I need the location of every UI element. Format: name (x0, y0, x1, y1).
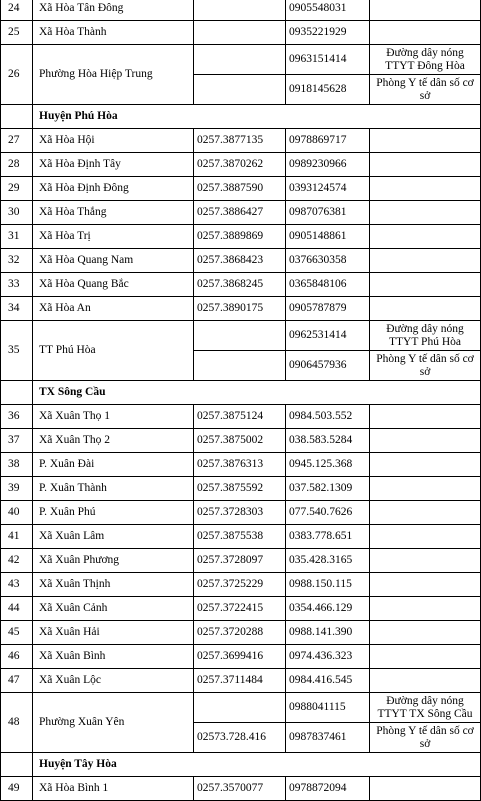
note-cell (370, 249, 481, 273)
unit-name: Xã Hòa Định Đông (33, 177, 194, 201)
section-empty-cell (1, 105, 33, 129)
mobile-phone: 077.540.7626 (286, 501, 370, 525)
table-row (1, 573, 481, 597)
mobile-phone: 038.583.5284 (286, 429, 370, 453)
table-row (1, 549, 481, 573)
table-row (1, 153, 481, 177)
note-cell (370, 549, 481, 573)
section-empty-cell (1, 381, 33, 405)
mobile-phone: 0354.466.129 (286, 597, 370, 621)
mobile-phone: 0978869717 (286, 129, 370, 153)
row-number: 28 (1, 153, 33, 177)
table-row (1, 45, 481, 75)
mobile-phone: 0988.141.390 (286, 621, 370, 645)
section-title: Huyện Phú Hòa (33, 105, 481, 129)
row-number: 24 (1, 0, 33, 21)
row-number: 25 (1, 21, 33, 45)
mobile-phone: 0987837461 (286, 723, 370, 753)
landline-phone: 02573.728.416 (194, 723, 286, 753)
unit-name: P. Xuân Phú (33, 501, 194, 525)
mobile-phone: 0376630358 (286, 249, 370, 273)
row-number: 39 (1, 477, 33, 501)
unit-name: Xã Hòa Định Tây (33, 153, 194, 177)
mobile-phone: 0988.150.115 (286, 573, 370, 597)
row-number: 32 (1, 249, 33, 273)
unit-name: Xã Xuân Phương (33, 549, 194, 573)
landline-phone: 0257.3875124 (194, 405, 286, 429)
mobile-phone: 0383.778.651 (286, 525, 370, 549)
landline-phone: 0257.3720288 (194, 621, 286, 645)
landline-phone: 0257.3868423 (194, 249, 286, 273)
table-row (1, 621, 481, 645)
row-number: 40 (1, 501, 33, 525)
table-row (1, 477, 481, 501)
unit-name: Xã Hòa Thành (33, 21, 194, 45)
landline-phone: 0257.3886427 (194, 201, 286, 225)
table-row (1, 453, 481, 477)
mobile-phone: 0365848106 (286, 273, 370, 297)
unit-name: P. Xuân Đài (33, 453, 194, 477)
row-number: 38 (1, 453, 33, 477)
unit-name: Xã Hòa Bình 1 (33, 777, 194, 801)
section-title: TX Sông Cầu (33, 381, 481, 405)
table-row (1, 21, 481, 45)
note-cell (370, 573, 481, 597)
row-number: 31 (1, 225, 33, 249)
landline-phone (194, 21, 286, 45)
table-row (1, 693, 481, 723)
landline-phone: 0257.3728303 (194, 501, 286, 525)
mobile-phone: 0945.125.368 (286, 453, 370, 477)
row-number: 43 (1, 573, 33, 597)
unit-name: TT Phú Hòa (33, 321, 194, 381)
section-empty-cell (1, 753, 33, 777)
table-row (1, 201, 481, 225)
table-row (1, 321, 481, 351)
unit-name: Xã Xuân Hải (33, 621, 194, 645)
mobile-phone: 0962531414 (286, 321, 370, 351)
note-cell (370, 429, 481, 453)
note-cell (370, 201, 481, 225)
table-row (1, 249, 481, 273)
note-cell (370, 597, 481, 621)
table-row (1, 297, 481, 321)
table-row (1, 525, 481, 549)
mobile-phone: 0905148861 (286, 225, 370, 249)
mobile-phone: 0978872094 (286, 777, 370, 801)
note-cell (370, 525, 481, 549)
landline-phone (194, 351, 286, 381)
row-number: 48 (1, 693, 33, 753)
note-cell (370, 777, 481, 801)
table-row (1, 429, 481, 453)
row-number: 42 (1, 549, 33, 573)
section-title: Huyện Tây Hòa (33, 753, 481, 777)
note-cell (370, 177, 481, 201)
landline-phone: 0257.3889869 (194, 225, 286, 249)
table-row (1, 597, 481, 621)
landline-phone: 0257.3887590 (194, 177, 286, 201)
table-row (1, 669, 481, 693)
mobile-phone: 0963151414 (286, 45, 370, 75)
unit-name: Xã Xuân Thịnh (33, 573, 194, 597)
note-cell (370, 477, 481, 501)
section-row (1, 105, 481, 129)
unit-name: Xã Hòa Tân Đông (33, 0, 194, 21)
mobile-phone: 0905548031 (286, 0, 370, 21)
note-cell (370, 273, 481, 297)
note-cell: Phòng Y tế dân số cơ sở (370, 75, 481, 105)
note-cell: Đường dây nóng TTYT Phú Hòa (370, 321, 481, 351)
note-cell (370, 621, 481, 645)
landline-phone: 0257.3876313 (194, 453, 286, 477)
note-cell (370, 405, 481, 429)
landline-phone: 0257.3870262 (194, 153, 286, 177)
row-number: 37 (1, 429, 33, 453)
landline-phone: 0257.3570077 (194, 777, 286, 801)
row-number: 49 (1, 777, 33, 801)
mobile-phone: 0974.436.323 (286, 645, 370, 669)
note-cell (370, 153, 481, 177)
table-row (1, 129, 481, 153)
table-row (1, 177, 481, 201)
landline-phone (194, 0, 286, 21)
mobile-phone: 0988041115 (286, 693, 370, 723)
unit-name: Xã Xuân Lâm (33, 525, 194, 549)
landline-phone: 0257.3728097 (194, 549, 286, 573)
note-cell: Phòng Y tế dân số cơ sở (370, 723, 481, 753)
unit-name: Xã Hòa Quang Bắc (33, 273, 194, 297)
unit-name: Xã Xuân Thọ 2 (33, 429, 194, 453)
row-number: 29 (1, 177, 33, 201)
landline-phone (194, 693, 286, 723)
unit-name: Xã Xuân Cảnh (33, 597, 194, 621)
table-row (1, 273, 481, 297)
landline-phone: 0257.3699416 (194, 645, 286, 669)
note-cell: Phòng Y tế dân số cơ sở (370, 351, 481, 381)
landline-phone (194, 45, 286, 75)
note-cell (370, 645, 481, 669)
table-row (1, 777, 481, 801)
table-row (1, 225, 481, 249)
note-cell (370, 501, 481, 525)
mobile-phone: 0987076381 (286, 201, 370, 225)
row-number: 34 (1, 297, 33, 321)
unit-name: Xã Hòa Thắng (33, 201, 194, 225)
note-cell (370, 225, 481, 249)
unit-name: P. Xuân Thành (33, 477, 194, 501)
landline-phone: 0257.3725229 (194, 573, 286, 597)
row-number: 46 (1, 645, 33, 669)
row-number: 35 (1, 321, 33, 381)
mobile-phone: 037.582.1309 (286, 477, 370, 501)
landline-phone (194, 75, 286, 105)
note-cell (370, 297, 481, 321)
mobile-phone: 0393124574 (286, 177, 370, 201)
landline-phone: 0257.3875002 (194, 429, 286, 453)
row-number: 26 (1, 45, 33, 105)
row-number: 27 (1, 129, 33, 153)
section-row (1, 753, 481, 777)
row-number: 30 (1, 201, 33, 225)
landline-phone: 0257.3890175 (194, 297, 286, 321)
mobile-phone: 0935221929 (286, 21, 370, 45)
section-row (1, 381, 481, 405)
landline-phone: 0257.3722415 (194, 597, 286, 621)
unit-name: Xã Hòa Quang Nam (33, 249, 194, 273)
note-cell (370, 669, 481, 693)
unit-name: Phường Xuân Yên (33, 693, 194, 753)
mobile-phone: 0984.503.552 (286, 405, 370, 429)
table-row (1, 0, 481, 21)
note-cell: Đường dây nóng TTYT TX Sông Cầu (370, 693, 481, 723)
unit-name: Xã Hòa Trị (33, 225, 194, 249)
note-cell (370, 453, 481, 477)
row-number: 33 (1, 273, 33, 297)
unit-name: Xã Xuân Lộc (33, 669, 194, 693)
unit-name: Xã Xuân Bình (33, 645, 194, 669)
contact-table-body (1, 0, 481, 801)
table-row (1, 405, 481, 429)
unit-name: Phường Hòa Hiệp Trung (33, 45, 194, 105)
table-row (1, 501, 481, 525)
mobile-phone: 0905787879 (286, 297, 370, 321)
landline-phone (194, 321, 286, 351)
landline-phone: 0257.3868245 (194, 273, 286, 297)
landline-phone: 0257.3875592 (194, 477, 286, 501)
landline-phone: 0257.3875538 (194, 525, 286, 549)
unit-name: Xã Xuân Thọ 1 (33, 405, 194, 429)
mobile-phone: 0906457936 (286, 351, 370, 381)
note-cell (370, 21, 481, 45)
mobile-phone: 035.428.3165 (286, 549, 370, 573)
table-row (1, 645, 481, 669)
row-number: 44 (1, 597, 33, 621)
note-cell (370, 0, 481, 21)
landline-phone: 0257.3877135 (194, 129, 286, 153)
note-cell: Đường dây nóng TTYT Đông Hòa (370, 45, 481, 75)
unit-name: Xã Hòa An (33, 297, 194, 321)
mobile-phone: 0918145628 (286, 75, 370, 105)
note-cell (370, 129, 481, 153)
unit-name: Xã Hòa Hội (33, 129, 194, 153)
row-number: 47 (1, 669, 33, 693)
mobile-phone: 0984.416.545 (286, 669, 370, 693)
landline-phone: 0257.3711484 (194, 669, 286, 693)
mobile-phone: 0989230966 (286, 153, 370, 177)
row-number: 45 (1, 621, 33, 645)
row-number: 41 (1, 525, 33, 549)
row-number: 36 (1, 405, 33, 429)
